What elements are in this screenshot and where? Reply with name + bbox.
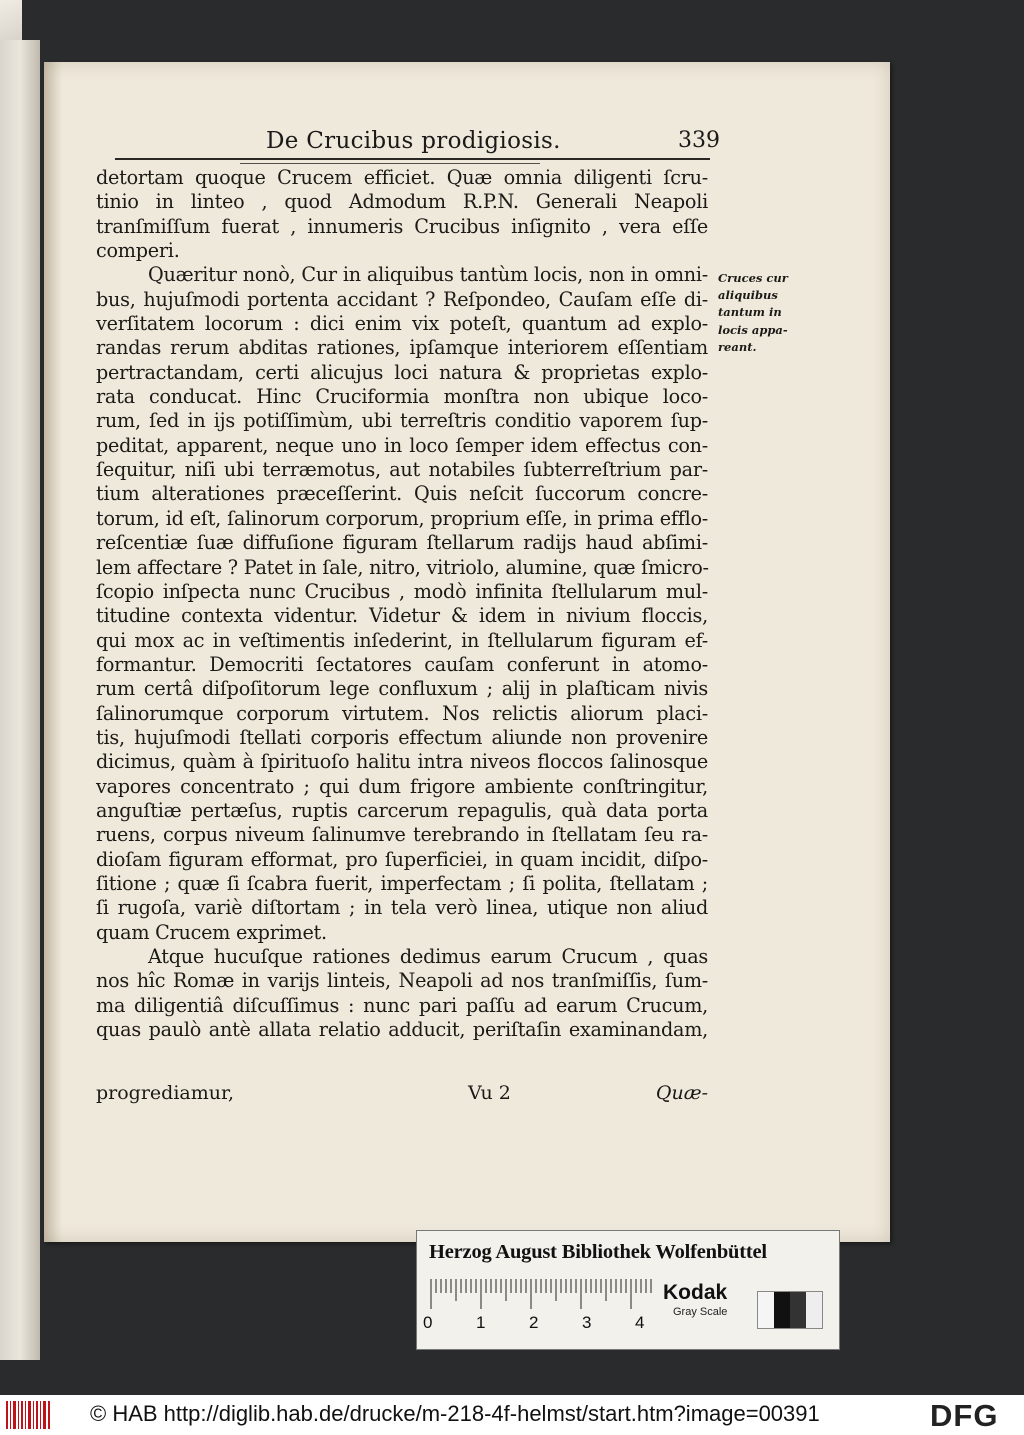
text-line: comperi. (96, 239, 180, 263)
text-line: qui mox ac in veſtimentis inſederint, in ſtellularum figuram ef- (96, 628, 708, 652)
ruler-numbers (423, 1313, 663, 1337)
text-line: quas paulò antè allata relatio adducit, periſtaſin examinandam, (96, 1018, 708, 1042)
text-line: ſi rugoſa, variè diſtortam ; in tela verò linea, utique non aliud (96, 896, 708, 920)
text-line: formantur. Democriti ſectatores cauſam conferunt in atomo- (96, 652, 708, 676)
dfg-logo: DFG (930, 1398, 999, 1433)
marginal-line: Cruces cur (718, 271, 788, 285)
text-line: verſitatem locorum : dici enim vix poteſt, quantum ad explo- (96, 312, 708, 336)
header-rule-thin (240, 163, 540, 164)
running-title: De Crucibus prodigiosis. (266, 128, 561, 154)
grayscale-caption: Gray Scale (673, 1306, 728, 1318)
text-line: quam Crucem exprimet. (96, 920, 327, 944)
marginal-line: locis appa- (718, 322, 788, 337)
text-line: ſequitur, niſi ubi terræmotus, aut notabiles ſubterreſtrium par- (96, 458, 708, 482)
text-line: tium alterationes præceſſerint. Quis neſcit ſuccorum concre- (96, 482, 708, 506)
left-page-edge (0, 40, 40, 1360)
text-line: rum certâ diſpoſitorum lege confluxum ; alij in plaſticam nivis (96, 677, 708, 701)
text-line: Atque hucuſque rationes dedimus earum Crucum , quas (148, 945, 708, 968)
copyright-url-text: © HAB http://diglib.hab.de/drucke/m-218-4f-helmst/start.htm?image=00391 (90, 1401, 820, 1426)
kodak-brand: Kodak (663, 1281, 728, 1304)
text-line: reſcentiæ ſuæ diffuſione figuram ſtellarum radijs haud abſimi- (96, 531, 708, 555)
text-line: randas rerum abditas rationes, ipſamque interiorem eſſentiam (96, 336, 708, 360)
body-text (96, 166, 708, 1042)
last-line-text: progrediamur, (96, 1082, 235, 1104)
text-line: dicimus, quàm à ſpirituoſo halitu intra niveos floccos ſalinosque (96, 750, 708, 774)
text-line: pertractandam, certi alicujus loci natura & proprietas explo- (96, 360, 708, 384)
text-line: ſalinorumque corporum virtutem. Nos relictis aliorum placi- (96, 701, 708, 725)
text-line: lem affectare ? Patet in ſale, nitro, vitriolo, alumine, quæ ſmicro- (96, 555, 709, 579)
ruler-number: 2 (529, 1313, 539, 1332)
text-line: tinio in linteo , quod Admodum R.P.N. Generali Neapoli (96, 190, 708, 214)
marginal-note (718, 270, 818, 356)
text-line: torum, id eſt, ſalinorum corporum, proprium eſſe, in prima efflo- (96, 506, 708, 530)
library-name: Herzog August Bibliothek Wolfenbüttel (429, 1241, 767, 1263)
scale-ruler (427, 1275, 657, 1315)
text-line: ſcopio inſpecta nunc Crucibus , modò infinita ſtellularum mul- (96, 579, 708, 603)
text-line: tranſmiſſum fuerat , innumeris Crucibus inſignito , vera eſſe (96, 214, 708, 238)
text-line: nos hîc Romæ in varijs linteis, Neapoli ad nos tranſmiſſis, ſum- (96, 969, 708, 993)
text-line: tis, hujuſmodi ſtellati corporis effectum aliunde non provenire (96, 725, 708, 749)
text-line: bus, hujuſmodi portenta accidant ? Reſpondeo, Cauſam eſſe di- (96, 287, 708, 311)
marginal-line: aliquibus (718, 288, 778, 303)
barcode-icon (6, 1401, 50, 1429)
text-line: dioſam figuram efformat, pro ſuperficiei, in quam incidit, diſpo- (96, 847, 708, 871)
ruler-number: 0 (423, 1313, 433, 1332)
page-number: 339 (678, 128, 720, 153)
page-footer (96, 1082, 708, 1106)
text-line: rata conducat. Hinc Cruciformia monſtra non ubique loco- (96, 385, 708, 409)
text-line: detortam quoque Crucem efficiet. Quæ omnia diligenti ſcru- (96, 166, 708, 189)
text-line: anguſtiæ pertæſus, ruptis carcerum repagulis, quà data porta (96, 798, 708, 822)
text-line: vapores concentrato ; qui dum frigore ambiente conſtringitur, (96, 774, 708, 798)
text-line: Quæritur nonò, Cur in aliquibus tantùm locis, non in omni- (148, 263, 708, 287)
text-line: peditat, apparent, neque uno in loco ſemper idem effectus con- (96, 433, 708, 457)
marginal-line: reant. (718, 339, 757, 354)
text-line: ruens, corpus niveum ſalinumve terebrando in ſtellatam ſeu ra- (96, 823, 708, 847)
signature-mark: Vu 2 (468, 1082, 511, 1104)
running-head (130, 128, 720, 158)
text-line: titudine contexta videntur. Videtur & idem in nivium floccis, (96, 604, 708, 628)
library-label-card (416, 1230, 840, 1350)
gray-scale-patches (757, 1291, 823, 1329)
header-rule (115, 158, 710, 160)
status-bar (0, 1395, 1024, 1435)
text-line: rum, ſed in ijs potiſſimùm, ubi terreſtris conditio vaporem ſup- (96, 409, 708, 433)
ruler-number: 1 (476, 1313, 486, 1332)
ruler-number: 3 (582, 1313, 592, 1332)
text-line: ma diligentiâ diſcuſſimus : nunc pari paſſu ad earum Crucum, (96, 993, 708, 1017)
text-line: ſitione ; quæ ſi ſcabra fuerit, imperfectam ; ſi polita, ſtellatam ; (96, 871, 708, 895)
marginal-line: tantum in (718, 305, 782, 320)
ruler-number: 4 (635, 1313, 645, 1332)
catchword: Quæ- (655, 1082, 708, 1104)
